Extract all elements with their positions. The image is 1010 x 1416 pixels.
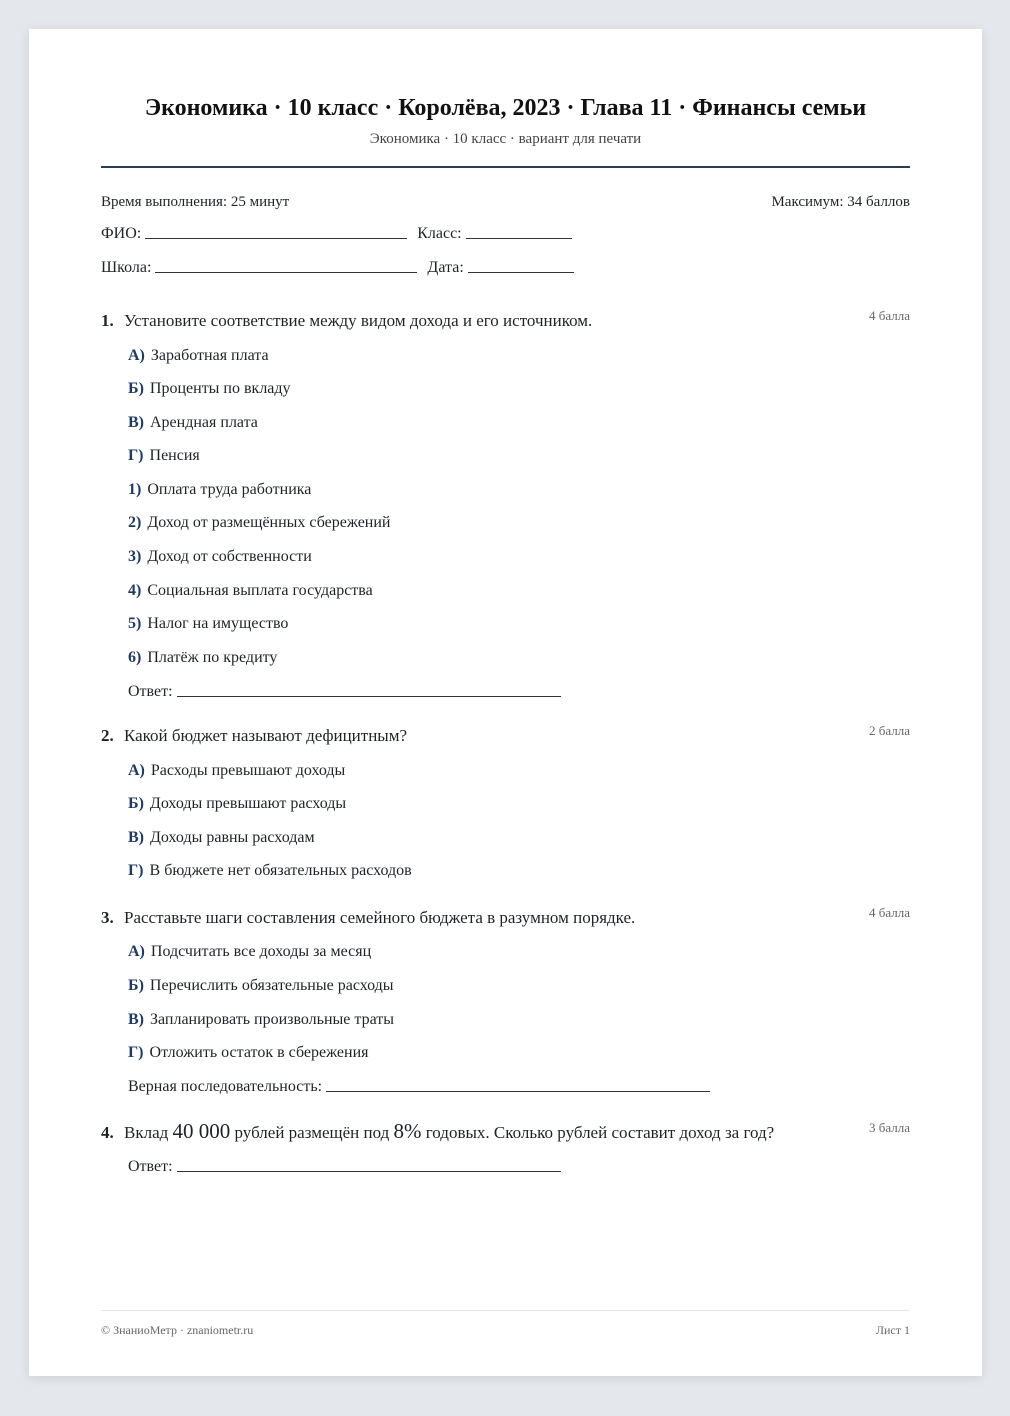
- option-item: Б) Проценты по вкладу: [128, 380, 291, 397]
- school-label: Школа:: [101, 259, 152, 276]
- question-number: 3.: [101, 908, 114, 927]
- answer-label: Ответ:: [128, 683, 173, 700]
- answer-field[interactable]: [177, 695, 561, 697]
- question-points: 3 балла: [869, 1120, 910, 1135]
- answer-row: [128, 1158, 565, 1176]
- option-item: В) Запланировать произвольные траты: [128, 1011, 394, 1028]
- answer-label: Верная последовательность:: [128, 1078, 323, 1095]
- question-text: Расставьте шаги составления семейного бюджета в разумном порядке.: [124, 908, 636, 927]
- option-item: 4) Социальная выплата государства: [128, 582, 373, 599]
- name-label: ФИО:: [101, 225, 142, 242]
- question-2: [101, 723, 910, 746]
- max-score: Максимум: 34 баллов: [771, 194, 910, 210]
- answer-label: Ответ:: [128, 1158, 173, 1175]
- question-text: Вклад 40 000 рублей размещён под 8% годовых. Сколько рублей составит доход за год?: [124, 1119, 775, 1143]
- question-4: [101, 1119, 910, 1144]
- option-item: В) Арендная плата: [128, 414, 258, 431]
- question-text: Установите соответствие между видом дохода и его источником.: [124, 311, 593, 330]
- answer-row: [128, 683, 565, 701]
- question-3: [101, 905, 910, 928]
- option-item: Г) В бюджете нет обязательных расходов: [128, 862, 412, 879]
- header-divider: [101, 166, 910, 168]
- option-item: Г) Пенсия: [128, 447, 200, 464]
- page-title: Экономика · 10 класс · Королёва, 2023 · Глава 11 · Финансы семьи: [144, 95, 867, 121]
- option-item: Б) Доходы превышают расходы: [128, 795, 347, 812]
- question-points: 4 балла: [869, 905, 910, 920]
- class-label: Класс:: [417, 225, 462, 242]
- deposit-amount: 40 000: [172, 1119, 231, 1143]
- question-number: 1.: [101, 311, 114, 330]
- question-number: 2.: [101, 726, 114, 745]
- option-item: А) Заработная плата: [128, 347, 269, 364]
- option-item: 1) Оплата труда работника: [128, 481, 312, 498]
- interest-rate: 8%: [393, 1119, 422, 1143]
- footer-page-number: Лист 1: [875, 1323, 910, 1337]
- class-field[interactable]: [466, 237, 572, 239]
- footer-copyright: © ЗнаниоМетр · znaniometr.ru: [101, 1323, 254, 1337]
- time-limit: Время выполнения: 25 минут: [101, 194, 290, 210]
- question-number: 4.: [101, 1123, 114, 1142]
- school-field[interactable]: [155, 271, 417, 273]
- date-field[interactable]: [468, 271, 574, 273]
- answer-field[interactable]: [177, 1170, 561, 1172]
- question-text: Какой бюджет называют дефицитным?: [124, 726, 408, 745]
- option-item: Б) Перечислить обязательные расходы: [128, 977, 394, 994]
- page-subtitle: Экономика · 10 класс · вариант для печати: [369, 131, 642, 147]
- name-class-row: [101, 225, 576, 243]
- answer-field[interactable]: [326, 1090, 710, 1092]
- option-item: 5) Налог на имущество: [128, 615, 289, 632]
- question-points: 4 балла: [869, 308, 910, 323]
- option-item: 6) Платёж по кредиту: [128, 649, 278, 666]
- option-item: 3) Доход от собственности: [128, 548, 312, 565]
- footer-divider: [101, 1310, 910, 1311]
- option-item: А) Расходы превышают доходы: [128, 762, 346, 779]
- worksheet-page: [29, 29, 982, 1376]
- option-item: 2) Доход от размещённых сбережений: [128, 514, 391, 531]
- school-date-row: [101, 259, 578, 277]
- name-field[interactable]: [145, 237, 407, 239]
- answer-row: [128, 1078, 714, 1096]
- option-item: А) Подсчитать все доходы за месяц: [128, 943, 372, 960]
- date-label: Дата:: [427, 259, 464, 276]
- question-points: 2 балла: [869, 723, 910, 738]
- option-item: Г) Отложить остаток в сбережения: [128, 1044, 369, 1061]
- option-item: В) Доходы равны расходам: [128, 829, 315, 846]
- question-1: [101, 308, 910, 331]
